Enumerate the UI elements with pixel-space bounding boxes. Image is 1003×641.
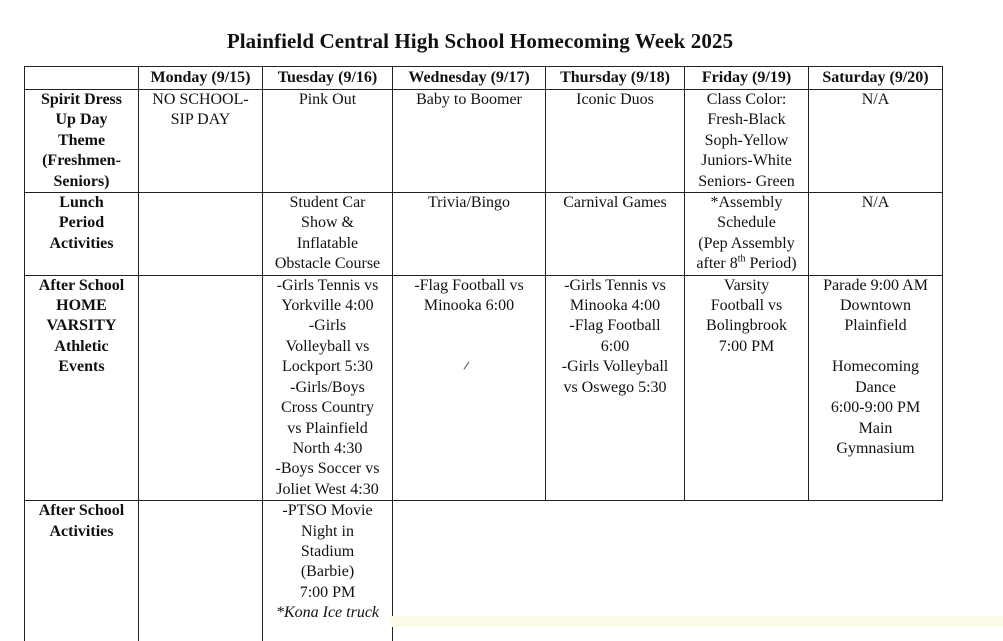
- cell-thursday: -Girls Tennis vs Minooka 4:00 -Flag Football 6:00 -Girls Volleyball vs Oswego 5:30: [546, 275, 685, 500]
- homecoming-schedule-table: [24, 66, 943, 641]
- cell-friday: Class Color: Fresh-Black Soph-Yellow Juniors-White Seniors- Green: [685, 90, 809, 193]
- cell-saturday: N/A: [809, 193, 943, 276]
- header-thursday: Thursday (9/18): [546, 67, 685, 90]
- cell-wednesday: Baby to Boomer: [393, 90, 546, 193]
- cell-saturday: N/A: [809, 90, 943, 193]
- row-athletic-events: [25, 275, 943, 500]
- ptso-movie-text: -PTSO Movie Night in Stadium (Barbie) 7:00 PM: [282, 502, 373, 601]
- header-tuesday: Tuesday (9/16): [263, 67, 393, 90]
- cell-monday: NO SCHOOL- SIP DAY: [139, 90, 263, 193]
- friday-assembly-text: *Assembly Schedule (Pep Assembly after 8: [696, 194, 795, 273]
- cell-tuesday: [263, 501, 393, 641]
- cell-tuesday: Pink Out: [263, 90, 393, 193]
- header-row: [25, 67, 943, 90]
- row-label: After School HOME VARSITY Athletic Events: [25, 275, 139, 500]
- friday-assembly-end: Period): [745, 255, 797, 273]
- header-monday: Monday (9/15): [139, 67, 263, 90]
- cell-wednesday: -Flag Football vs Minooka 6:00: [393, 275, 546, 500]
- row-label: After School Activities: [25, 501, 139, 641]
- cell-friday: Varsity Football vs Bolingbrook 7:00 PM: [685, 275, 809, 500]
- cell-wednesday: Trivia/Bingo: [393, 193, 546, 276]
- row-spirit-dress: [25, 90, 943, 193]
- header-wednesday: Wednesday (9/17): [393, 67, 546, 90]
- scan-edge: [390, 616, 1003, 627]
- cell-monday: [139, 501, 263, 641]
- cell-friday: [685, 193, 809, 276]
- row-lunch-activities: [25, 193, 943, 276]
- row-label: Lunch Period Activities: [25, 193, 139, 276]
- row-label: Spirit Dress Up Day Theme (Freshmen- Seniors): [25, 90, 139, 193]
- cell-thursday: Iconic Duos: [546, 90, 685, 193]
- ordinal-suffix: th: [737, 253, 746, 265]
- cell-saturday: Parade 9:00 AM Downtown Plainfield Homecoming Dance 6:00-9:00 PM Main Gymnasium: [809, 275, 943, 500]
- kona-ice-text: *Kona Ice truck: [275, 604, 380, 622]
- cell-tuesday: -Girls Tennis vs Yorkville 4:00 -Girls Volleyball vs Lockport 5:30 -Girls/Boys Cross Country vs Plainfield North 4:30 -Boys Soccer vs Joliet West 4:30: [263, 275, 393, 500]
- header-friday: Friday (9/19): [685, 67, 809, 90]
- page-title: Plainfield Central High School Homecoming Week 2025: [226, 29, 734, 53]
- cell-monday: [139, 275, 263, 500]
- header-saturday: Saturday (9/20): [809, 67, 943, 90]
- header-corner: [25, 67, 139, 90]
- cell-thursday: Carnival Games: [546, 193, 685, 276]
- cell-tuesday: Student Car Show & Inflatable Obstacle Course: [263, 193, 393, 276]
- cell-monday: [139, 193, 263, 276]
